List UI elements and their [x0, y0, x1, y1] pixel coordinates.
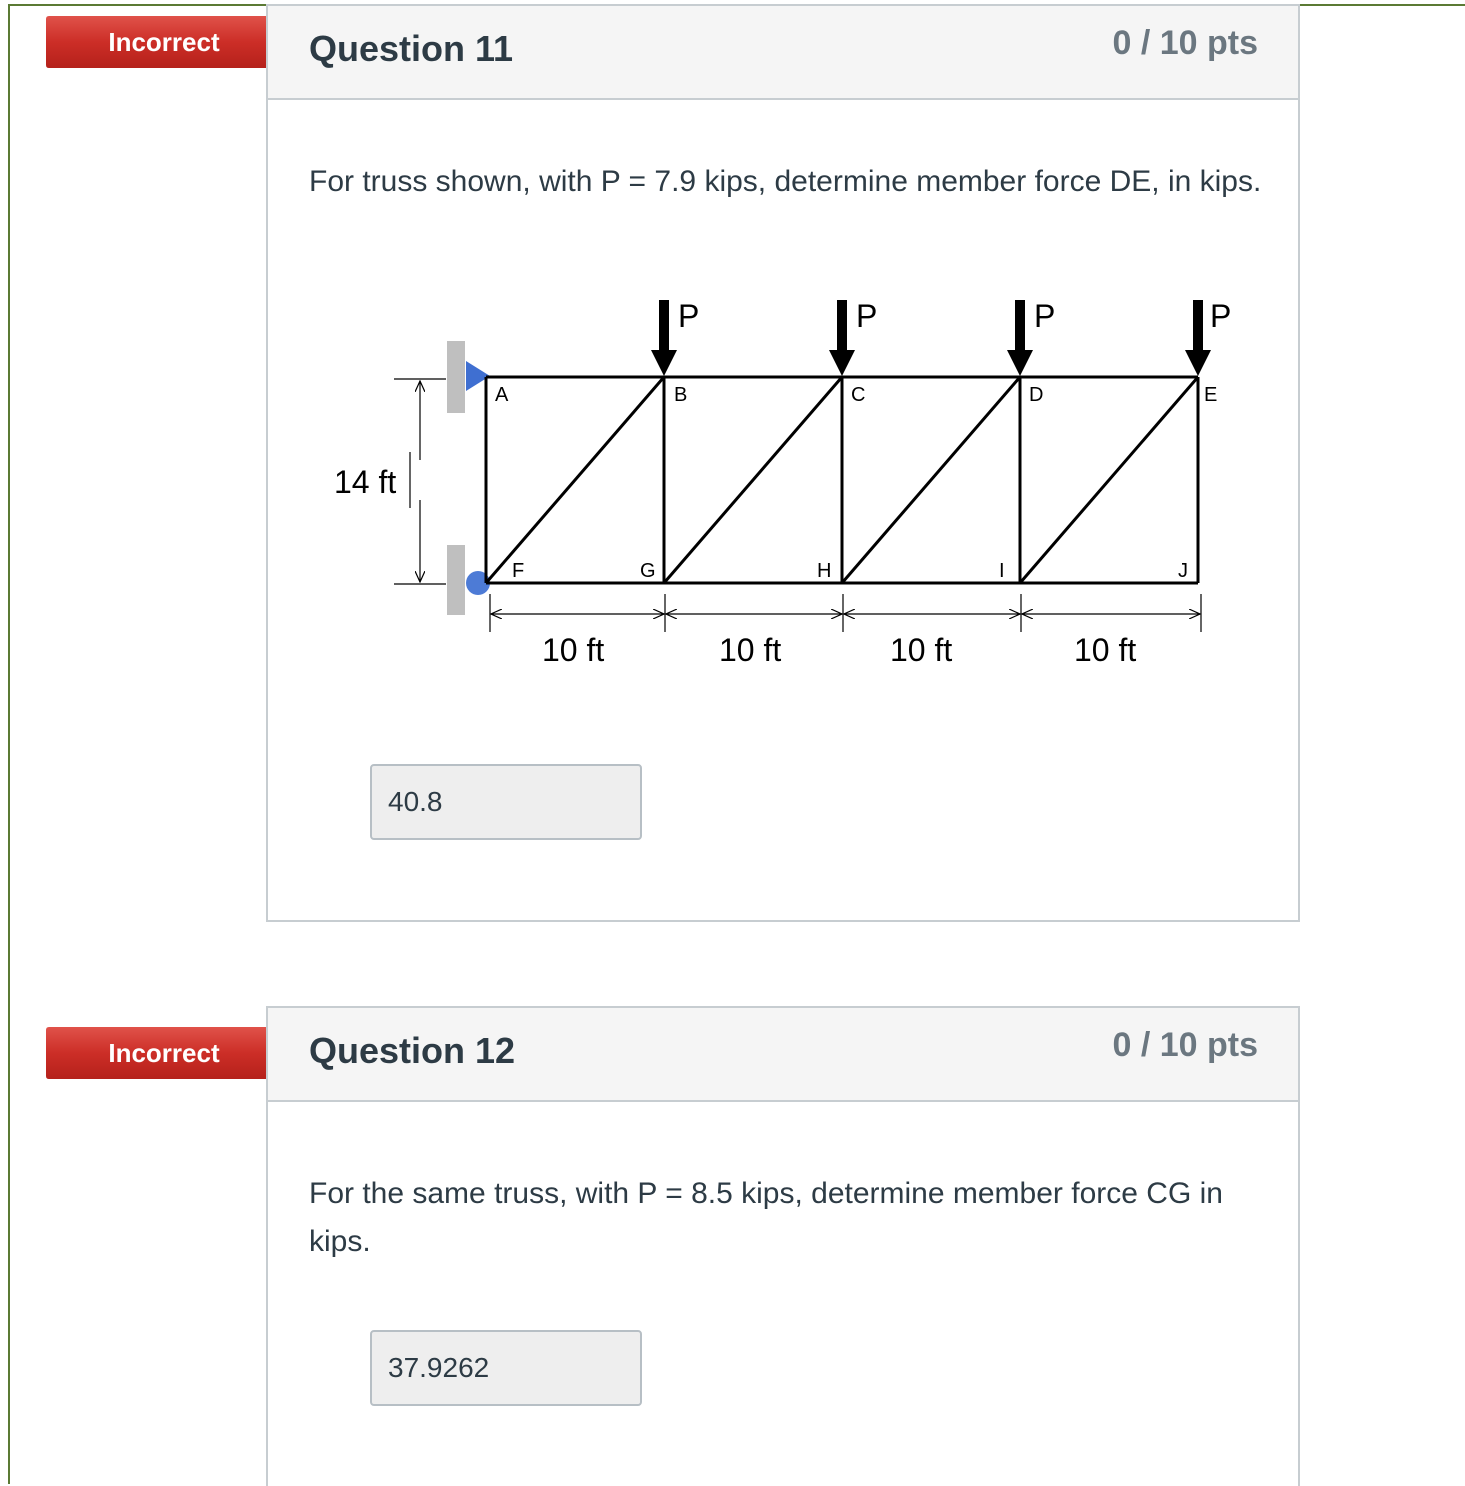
incorrect-badge: [46, 16, 298, 68]
answer-field: 37.9262: [370, 1330, 642, 1406]
node-label-g: G: [640, 560, 656, 582]
load-label: P: [1210, 298, 1232, 334]
incorrect-badge: [46, 1027, 298, 1079]
load-label: P: [678, 298, 700, 334]
node-label-h: H: [817, 560, 832, 582]
node-label-i: I: [999, 560, 1005, 582]
span-label: 10 ft: [719, 632, 782, 668]
question-title: Question 12: [309, 1030, 516, 1071]
node-label-b: B: [674, 384, 688, 406]
question-header: [268, 1008, 1298, 1102]
node-label-f: F: [512, 560, 525, 582]
load-label: P: [1034, 298, 1056, 334]
span-label: 10 ft: [890, 632, 953, 668]
question-title: Question 11: [309, 28, 514, 69]
height-label: 14 ft: [334, 464, 397, 500]
span-label: 10 ft: [1074, 632, 1137, 668]
incorrect-badge-label: Incorrect: [108, 27, 220, 57]
node-label-d: D: [1029, 384, 1044, 406]
load-label: P: [856, 298, 878, 334]
incorrect-badge-label: Incorrect: [108, 1038, 220, 1068]
node-label-j: J: [1178, 560, 1188, 582]
node-label-c: C: [851, 384, 866, 406]
question-header: [268, 6, 1298, 100]
node-label-a: A: [495, 384, 509, 406]
question-text: For the same truss, with P = 8.5 kips, determine member force CG in kips.: [309, 1177, 1223, 1258]
question-points: 0 / 10 pts: [1112, 24, 1258, 62]
question-points: 0 / 10 pts: [1112, 1026, 1258, 1064]
answer-field: 40.8: [370, 764, 642, 840]
question-card: [266, 4, 1300, 922]
question-card: [266, 1006, 1300, 1486]
node-label-e: E: [1204, 384, 1218, 406]
question-text: For truss shown, with P = 7.9 kips, determine member force DE, in kips.: [309, 165, 1262, 198]
span-label: 10 ft: [542, 632, 605, 668]
